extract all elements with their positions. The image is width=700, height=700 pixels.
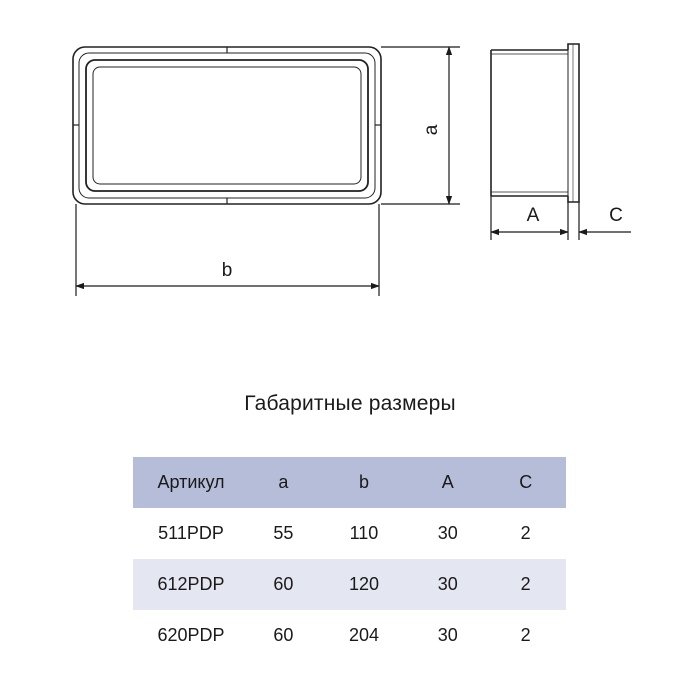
front-outer-outline	[73, 47, 381, 204]
cell-a: 60	[273, 625, 294, 645]
cell-C: 2	[520, 625, 531, 645]
cell-A: 30	[437, 625, 458, 645]
cell-A: 30	[437, 523, 458, 543]
dimensions-table	[133, 457, 566, 661]
front-inner-inner-line	[93, 67, 361, 184]
cell-article: 511PDP	[158, 523, 224, 543]
dim-label-a: a	[421, 124, 442, 136]
cell-article: 620PDP	[157, 625, 225, 645]
table-header-row	[133, 457, 566, 508]
header-article: Артикул	[157, 472, 225, 492]
cell-b: 204	[348, 625, 379, 645]
cell-a: 60	[273, 574, 294, 594]
table-row	[133, 508, 566, 559]
technical-drawing	[0, 0, 700, 330]
dim-label-A: A	[526, 205, 540, 226]
front-view	[73, 47, 381, 204]
header-a: a	[278, 472, 289, 492]
header-A: A	[441, 472, 454, 492]
cell-C: 2	[520, 574, 531, 594]
header-b: b	[358, 472, 369, 492]
dim-label-C: C	[609, 205, 623, 226]
cell-C: 2	[520, 523, 531, 543]
cell-article: 612PDP	[157, 574, 225, 594]
table-row	[133, 559, 566, 610]
cell-b: 120	[348, 574, 379, 594]
side-view	[491, 44, 579, 202]
dim-label-b: b	[221, 260, 233, 281]
front-outer-inner-line	[79, 53, 375, 198]
side-flange	[568, 44, 579, 202]
dimension-b	[76, 204, 379, 296]
header-C: C	[519, 472, 533, 492]
cell-b: 110	[349, 523, 379, 543]
table-title: Габаритные размеры	[244, 392, 456, 415]
cell-A: 30	[437, 574, 458, 594]
cell-a: 55	[273, 523, 294, 543]
front-inner-outline	[86, 60, 368, 191]
table-row	[133, 610, 566, 661]
